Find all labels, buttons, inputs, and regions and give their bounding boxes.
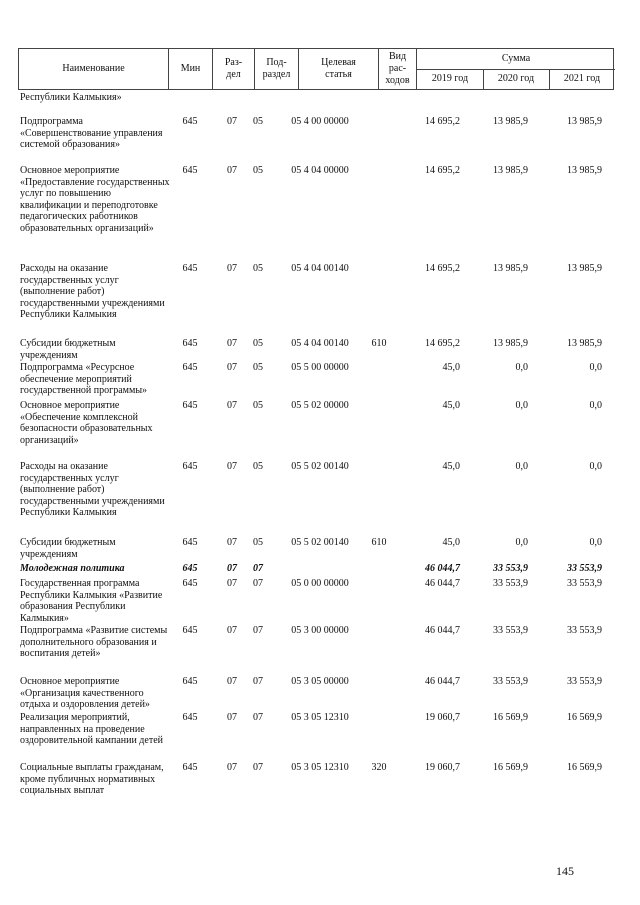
row-2021: 13 985,9 [567, 165, 602, 176]
row-name: Расходы на оказание государственных услуг (выполнение работ) государственными учреждениями Республики Калмыкия [20, 461, 165, 518]
row-2019: 46 044,7 [425, 563, 460, 574]
row-min: 645 [182, 676, 198, 687]
row-podrazdel: 05 [253, 537, 263, 548]
row-min: 645 [182, 116, 198, 127]
row-name: Социальные выплаты гражданам, кроме публичных нормативных социальных выплат [20, 762, 164, 796]
row-2020: 33 553,9 [493, 625, 528, 636]
row-2021: 13 985,9 [567, 263, 602, 274]
row-podrazdel: 05 [253, 362, 263, 373]
row-2019: 14 695,2 [425, 116, 460, 127]
header-name: Наименование [19, 49, 169, 89]
row-2021: 0,0 [589, 400, 602, 411]
row-tselevaya: 05 3 00 00000 [291, 625, 349, 636]
row-name: Подпрограмма «Совершенствование управления системой образования» [20, 116, 163, 150]
row-min: 645 [182, 338, 198, 349]
row-name: Основное мероприятие «Предоставление государственных услуг по повышению квалификации и переподготовке педагогических работников образовательных организаций» [20, 165, 170, 234]
row-name: Субсидии бюджетным учреждениям [20, 338, 116, 361]
row-razdel: 07 [227, 338, 237, 349]
row-2021: 0,0 [589, 537, 602, 548]
row-2020: 0,0 [515, 537, 528, 548]
row-2019: 45,0 [442, 461, 460, 472]
row-vid: 610 [371, 338, 387, 349]
row-2020: 33 553,9 [493, 676, 528, 687]
row-2021: 0,0 [589, 362, 602, 373]
row-2020: 16 569,9 [493, 712, 528, 723]
row-min: 645 [182, 263, 198, 274]
row-2020: 13 985,9 [493, 165, 528, 176]
row-2020: 33 553,9 [493, 578, 528, 589]
row-min: 645 [182, 625, 198, 636]
row-2020: 13 985,9 [493, 116, 528, 127]
row-2019: 46 044,7 [425, 578, 460, 589]
header-vid: Вид рас- ходов [379, 49, 417, 89]
row-razdel: 07 [227, 712, 237, 723]
row-tselevaya: 05 4 04 00140 [291, 263, 349, 274]
row-podrazdel: 07 [253, 762, 263, 773]
row-tselevaya: 05 3 05 00000 [291, 676, 349, 687]
row-razdel: 07 [227, 625, 237, 636]
row-2020: 33 553,9 [493, 563, 528, 574]
row-2020: 13 985,9 [493, 338, 528, 349]
row-2019: 45,0 [442, 537, 460, 548]
row-tselevaya: 05 4 04 00140 [291, 338, 349, 349]
row-vid: 610 [371, 537, 387, 548]
row-min: 645 [182, 712, 198, 723]
row-podrazdel: 05 [253, 116, 263, 127]
row-podrazdel: 05 [253, 461, 263, 472]
row-name: Молодежная политика [20, 563, 125, 574]
row-razdel: 07 [227, 461, 237, 472]
row-razdel: 07 [227, 400, 237, 411]
row-name: Основное мероприятие «Обеспечение комплексной безопасности образовательных организаций» [20, 400, 153, 446]
table-header [18, 48, 614, 90]
row-podrazdel: 05 [253, 338, 263, 349]
row-name: Государственная программа Республики Калмыкия «Развитие образования Республики Калмыкия» [20, 578, 163, 624]
row-min: 645 [182, 165, 198, 176]
row-tselevaya: 05 0 00 00000 [291, 578, 349, 589]
row-2019: 19 060,7 [425, 712, 460, 723]
row-razdel: 07 [227, 676, 237, 687]
row-min: 645 [182, 362, 198, 373]
row-2019: 46 044,7 [425, 625, 460, 636]
row-min: 645 [182, 578, 198, 589]
row-razdel: 07 [227, 362, 237, 373]
row-razdel: 07 [227, 263, 237, 274]
row-name: Подпрограмма «Ресурсное обеспечение мероприятий государственной программы» [20, 362, 148, 396]
header-min: Мин [169, 49, 213, 89]
row-2020: 0,0 [515, 400, 528, 411]
row-2020: 13 985,9 [493, 263, 528, 274]
row-podrazdel: 07 [253, 563, 263, 574]
row-tselevaya: 05 5 02 00140 [291, 537, 349, 548]
row-2019: 14 695,2 [425, 338, 460, 349]
row-razdel: 07 [227, 165, 237, 176]
header-razdel: Раз- дел [213, 49, 255, 89]
row-2019: 45,0 [442, 362, 460, 373]
row-tselevaya: 05 5 02 00140 [291, 461, 349, 472]
row-2021: 16 569,9 [567, 762, 602, 773]
row-podrazdel: 07 [253, 578, 263, 589]
header-2019: 2019 год [417, 69, 484, 89]
row-name: Подпрограмма «Развитие системы дополнительного образования и воспитания детей» [20, 625, 168, 659]
page-number: 145 [556, 864, 574, 878]
row-razdel: 07 [227, 537, 237, 548]
row-2021: 13 985,9 [567, 116, 602, 127]
row-min: 645 [182, 563, 198, 574]
row-min: 645 [182, 537, 198, 548]
row-2019: 14 695,2 [425, 263, 460, 274]
row-2019: 46 044,7 [425, 676, 460, 687]
row-name: Основное мероприятие «Организация качественного отдыха и оздоровления детей» [20, 676, 150, 710]
row-min: 645 [182, 400, 198, 411]
row-min: 645 [182, 762, 198, 773]
row-podrazdel: 05 [253, 263, 263, 274]
row-2021: 33 553,9 [567, 676, 602, 687]
row-2021: 0,0 [589, 461, 602, 472]
row-tselevaya: 05 3 05 12310 [291, 712, 349, 723]
row-razdel: 07 [227, 563, 237, 574]
row-2021: 33 553,9 [567, 578, 602, 589]
row-podrazdel: 07 [253, 625, 263, 636]
header-summa: Сумма [417, 49, 615, 70]
header-2021: 2021 год [563, 73, 601, 84]
row-tselevaya: 05 4 04 00000 [291, 165, 349, 176]
row-podrazdel: 07 [253, 676, 263, 687]
row-podrazdel: 05 [253, 400, 263, 411]
row-podrazdel: 05 [253, 165, 263, 176]
row-razdel: 07 [227, 762, 237, 773]
row-razdel: 07 [227, 578, 237, 589]
row-name: Расходы на оказание государственных услуг (выполнение работ) государственными учреждениями Республики Калмыкия [20, 263, 165, 320]
row-2021: 13 985,9 [567, 338, 602, 349]
row-min: 645 [182, 461, 198, 472]
row-2020: 0,0 [515, 362, 528, 373]
row-2019: 45,0 [442, 400, 460, 411]
header-2020: 2020 год [483, 69, 550, 89]
row-2020: 0,0 [515, 461, 528, 472]
header-summa-group [417, 49, 615, 89]
row-2020: 16 569,9 [493, 762, 528, 773]
row-tselevaya: 05 5 02 00000 [291, 400, 349, 411]
row-name: Реализация мероприятий, направленных на проведение оздоровительной кампании детей [20, 712, 163, 746]
row-vid: 320 [371, 762, 387, 773]
row-2021: 16 569,9 [567, 712, 602, 723]
row-2019: 14 695,2 [425, 165, 460, 176]
continuation-text: Республики Калмыкия» [20, 92, 122, 103]
header-tselevaya: Целевая статья [299, 49, 379, 89]
row-tselevaya: 05 4 00 00000 [291, 116, 349, 127]
row-2021: 33 553,9 [567, 563, 602, 574]
row-2021: 33 553,9 [567, 625, 602, 636]
row-tselevaya: 05 3 05 12310 [291, 762, 349, 773]
row-podrazdel: 07 [253, 712, 263, 723]
row-2019: 19 060,7 [425, 762, 460, 773]
header-podrazdel: Под- раздел [255, 49, 299, 89]
row-name: Субсидии бюджетным учреждениям [20, 537, 116, 560]
row-tselevaya: 05 5 00 00000 [291, 362, 349, 373]
row-razdel: 07 [227, 116, 237, 127]
